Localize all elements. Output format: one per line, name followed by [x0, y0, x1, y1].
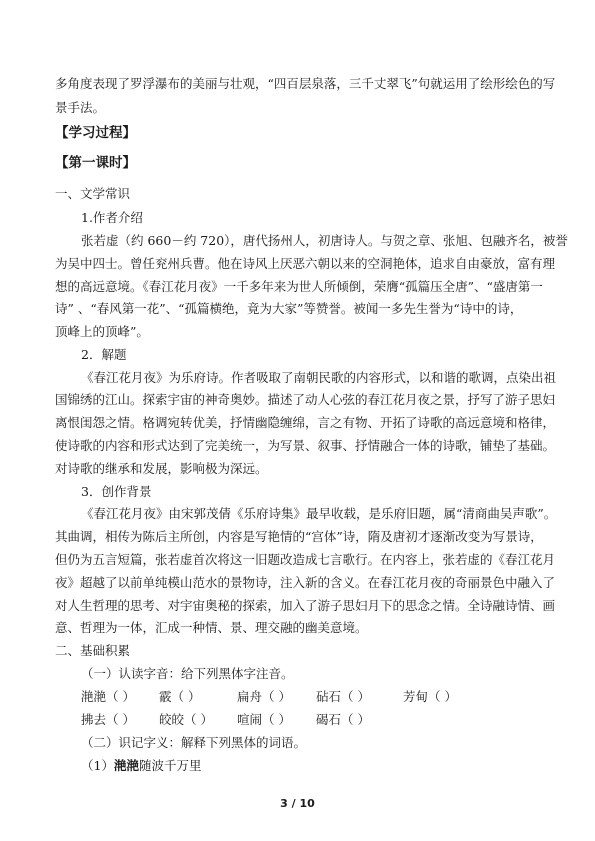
pronunciation-item: 霰（ ）	[159, 689, 201, 704]
background-line: 《春江花月夜》由宋郭茂倩《乐府诗集》最早收载，是乐府旧题，属“清商曲吴声歌”。	[81, 506, 557, 521]
section1-title: 一、文学常识	[55, 186, 131, 201]
pronunciation-item: 拂去（ ）	[81, 712, 135, 727]
author-intro-title: 1.作者介绍	[81, 210, 143, 225]
pronunciation-instruction: （一）认读字音：给下列黑体字注音。	[81, 666, 294, 681]
title-expl-line: 《春江花月夜》为乐府诗。作者吸取了南朝民歌的内容形式，以和谐的歌调，点染出祖	[81, 370, 557, 385]
author-line: 诗” 、“春风第一花”、“孤篇横绝，竟为大家”等赞誉。被闻一多先生誉为“诗中的诗，	[55, 301, 523, 316]
title-explanation-heading: 2．解题	[81, 347, 127, 362]
title-expl-line: 使诗歌的内容和形式达到了完美统一，为写景、叙事、抒情融合一体的诗歌，铺垫了基础。	[55, 438, 556, 453]
title-expl-line: 离恨闺怨之情。格调宛转优美，抒情幽隐缠绵，言之有物、开拓了诗歌的高远意境和格律，	[55, 415, 556, 430]
question-text: 随波千万里	[138, 758, 202, 773]
meaning-question-1	[81, 758, 201, 774]
background-line: 但仍为五言短篇，张若虚首次将这一旧题改造成七言歌行。在内容上，张若虚的《春江花月	[55, 552, 556, 567]
background-line: 意、哲理为一体，汇成一种情、景、理交融的幽美意境。	[55, 620, 368, 635]
background-heading: 3．创作背景	[81, 484, 152, 499]
heading-first-lesson: 【第一课时】	[55, 155, 136, 171]
page-number: 3 / 10	[280, 797, 315, 810]
author-line: 想的高远意境。《春江花月夜》一千多年来为世人所倾倒，荣膺“孤篇压全唐”、“盛唐第一	[55, 279, 543, 294]
pronunciation-item: 滟滟（ ）	[81, 689, 135, 704]
question-number: （1）	[81, 758, 114, 773]
pronunciation-item: 喧闹（ ）	[237, 712, 291, 727]
bold-term: 滟滟	[113, 758, 139, 773]
pronunciation-item: 碣石（ ）	[316, 712, 370, 727]
background-line: 其曲调，相传为陈后主所创，内容是写艳情的“宫体”诗，隋及唐初才逐渐改变为写景诗，	[55, 529, 543, 544]
intro-line-2: 景手法。	[55, 100, 106, 115]
pronunciation-item: 砧石（ ）	[316, 689, 370, 704]
pronunciation-item: 皎皎（ ）	[159, 712, 213, 727]
heading-learning-process: 【学习过程】	[55, 125, 136, 141]
section2-title: 二、基础积累	[55, 643, 131, 658]
meaning-instruction: （二）识记字义：解释下列黑体的词语。	[81, 735, 307, 750]
title-expl-line: 对诗歌的继承和发展，影响极为深远。	[55, 461, 268, 476]
author-line: 为吴中四士。曾任兖州兵曹。他在诗风上厌恶六朝以来的空洞艳体，追求自由豪放，富有理	[55, 256, 556, 271]
author-line: 张若虚（约 660－约 720），唐代扬州人，初唐诗人。与贺之章、张旭、包融齐名，被誉	[81, 233, 568, 248]
title-expl-line: 国锦绣的江山。探索宇宙的神奇奥妙。描述了动人心弦的春江花月夜之景，抒写了游子思妇	[55, 392, 556, 407]
author-line: 顶峰上的顶峰”。	[55, 324, 149, 339]
background-line: 对人生哲理的思考、对宇宙奥秘的探索，加入了游子思妇月下的思念之情。全诗融诗情、画	[55, 598, 556, 613]
intro-line-1: 多角度表现了罗浮瀑布的美丽与壮观，“四百层泉落，三千丈翠飞”句就运用了绘形绘色的写	[55, 76, 556, 91]
pronunciation-item: 扁舟（ ）	[237, 689, 291, 704]
background-line: 夜》超越了以前单纯模山范水的景物诗，注入新的含义。在春江花月夜的奇丽景色中融入了	[55, 575, 556, 590]
pronunciation-item: 芳甸（ ）	[403, 689, 457, 704]
